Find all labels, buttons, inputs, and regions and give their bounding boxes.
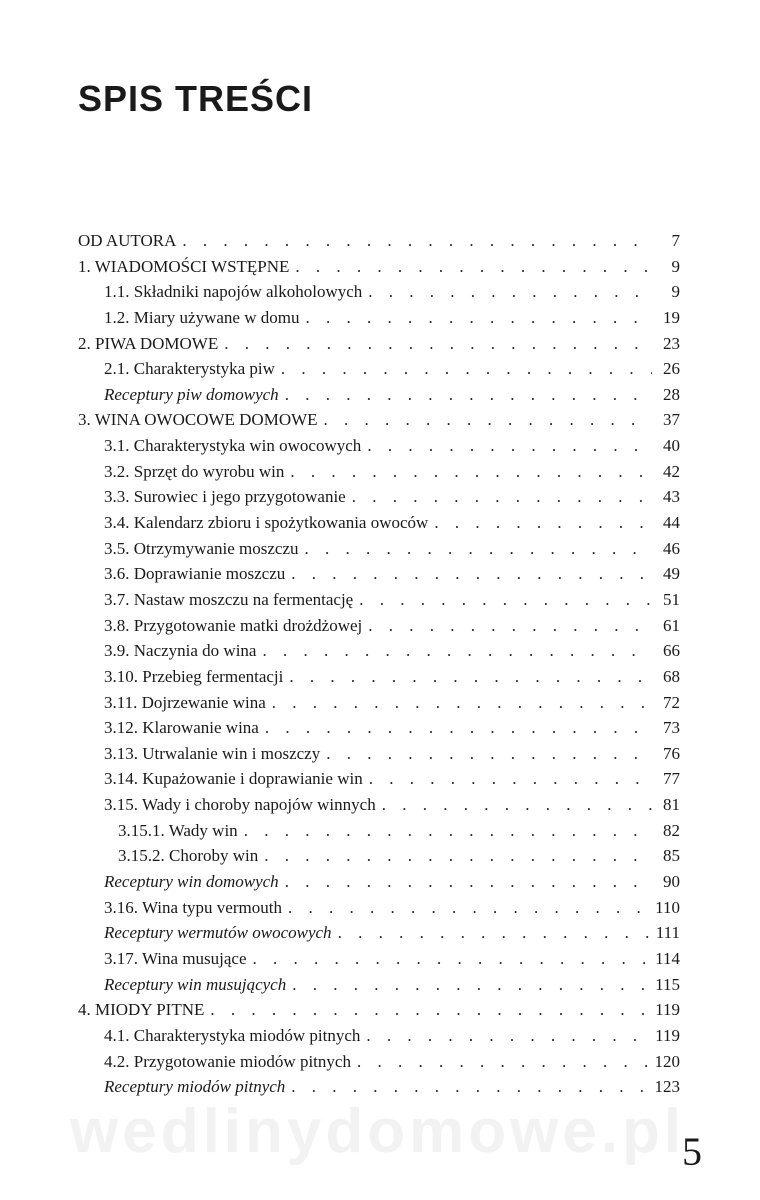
toc-entry-page: 42 <box>663 461 680 481</box>
toc-entry-title: 4.2. Przygotowanie miodów pitnych <box>104 1051 351 1071</box>
toc-entry <box>78 382 680 408</box>
toc-entry-title: 3.3. Surowiec i jego przygotowanie <box>104 487 346 507</box>
toc-dot-leader <box>224 331 652 357</box>
toc-dot-leader <box>292 972 649 998</box>
toc-entry-page: 66 <box>663 641 680 661</box>
toc-dot-leader <box>338 920 650 946</box>
toc-entry <box>78 715 680 741</box>
toc-dot-leader <box>366 1023 649 1049</box>
toc-dot-leader <box>290 459 652 485</box>
toc-entry-page: 9 <box>671 282 680 302</box>
toc-entry-title: 3.15.1. Wady win <box>118 820 238 840</box>
toc-dot-leader <box>285 869 652 895</box>
toc-entry <box>78 690 680 716</box>
toc-entry-page: 23 <box>663 333 680 353</box>
toc-entry-page: 44 <box>663 513 680 533</box>
table-of-contents <box>78 228 680 1100</box>
toc-dot-leader <box>264 843 652 869</box>
toc-entry-page: 73 <box>663 718 680 738</box>
toc-entry <box>78 895 680 921</box>
toc-entry-title: 3.6. Doprawianie moszczu <box>104 564 286 584</box>
page-number: 5 <box>682 1129 702 1174</box>
toc-dot-leader <box>285 382 652 408</box>
toc-entry-page: 77 <box>663 769 680 789</box>
toc-entry-page: 40 <box>663 436 680 456</box>
toc-entry <box>78 1049 680 1075</box>
toc-entry <box>78 664 680 690</box>
toc-entry <box>78 1023 680 1049</box>
toc-dot-leader <box>288 895 649 921</box>
toc-entry <box>78 305 680 331</box>
toc-entry-title: 2. PIWA DOMOWE <box>78 333 219 353</box>
toc-entry-title: 3.15. Wady i choroby napojów winnych <box>104 795 376 815</box>
toc-dot-leader <box>382 792 652 818</box>
toc-dot-leader <box>367 433 652 459</box>
toc-entry-page: 119 <box>655 1025 680 1045</box>
toc-dot-leader <box>253 946 650 972</box>
toc-entry-page: 51 <box>663 589 680 609</box>
toc-entry-page: 81 <box>663 795 680 815</box>
toc-dot-leader <box>357 1049 649 1075</box>
toc-entry-title: 3.12. Klarowanie wina <box>104 718 259 738</box>
toc-entry <box>78 843 680 869</box>
toc-entry <box>78 561 680 587</box>
toc-entry <box>78 407 680 433</box>
toc-entry-title: 1.2. Miary używane w domu <box>104 307 300 327</box>
toc-dot-leader <box>434 510 652 536</box>
toc-entry <box>78 613 680 639</box>
toc-entry-title: 3.7. Nastaw moszczu na fermentację <box>104 589 354 609</box>
toc-dot-leader <box>326 741 652 767</box>
toc-entry-page: 46 <box>663 538 680 558</box>
toc-entry-page: 7 <box>671 231 680 250</box>
toc-entry-title: Receptury win musujących <box>104 974 287 994</box>
toc-entry <box>78 920 680 946</box>
toc-entry-title: 3.8. Przygotowanie matki drożdżowej <box>104 615 363 635</box>
toc-entry <box>78 254 680 280</box>
toc-entry-page: 19 <box>663 307 680 327</box>
toc-entry-page: 120 <box>654 1051 680 1071</box>
toc-entry-page: 9 <box>671 256 680 276</box>
toc-entry-title: 3. WINA OWOCOWE DOMOWE <box>78 410 318 430</box>
toc-entry <box>78 536 680 562</box>
toc-dot-leader <box>210 997 649 1023</box>
toc-entry-title: 4. MIODY PITNE <box>78 1000 205 1020</box>
toc-dot-leader <box>272 690 652 716</box>
watermark-text: wedlinydomowe.pl <box>70 1097 686 1166</box>
toc-dot-leader <box>244 818 652 844</box>
toc-entry-title: Receptury wermutów owocowych <box>104 923 332 943</box>
toc-entry-title: 4.1. Charakterystyka miodów pitnych <box>104 1025 361 1045</box>
toc-entry <box>78 279 680 305</box>
toc-entry <box>78 638 680 664</box>
toc-entry-title: 3.17. Wina musujące <box>104 948 247 968</box>
toc-entry-title: 3.16. Wina typu vermouth <box>104 897 282 917</box>
toc-dot-leader <box>305 305 652 331</box>
toc-entry-title: 2.1. Charakterystyka piw <box>104 359 275 379</box>
page-title: SPIS TREŚCI <box>78 78 314 119</box>
toc-dot-leader <box>368 613 652 639</box>
toc-dot-leader <box>368 279 652 305</box>
toc-entry-page: 119 <box>655 1000 680 1020</box>
toc-entry-title: 3.10. Przebieg fermentacji <box>104 666 284 686</box>
toc-entry <box>78 484 680 510</box>
toc-entry-page: 72 <box>663 692 680 712</box>
toc-dot-leader <box>369 766 652 792</box>
toc-dot-leader <box>182 228 652 254</box>
toc-entry-page: 68 <box>663 666 680 686</box>
toc-entry-page: 123 <box>654 1077 680 1097</box>
toc-entry-page: 111 <box>655 923 680 943</box>
toc-entry <box>78 331 680 357</box>
toc-dot-leader <box>291 561 652 587</box>
toc-entry-page: 61 <box>663 615 680 635</box>
toc-dot-leader <box>295 254 652 280</box>
toc-entry-title: 3.1. Charakterystyka win owocowych <box>104 436 362 456</box>
toc-entry-page: 114 <box>655 948 680 968</box>
toc-dot-leader <box>305 536 653 562</box>
toc-entry-page: 26 <box>663 359 680 379</box>
toc-entry <box>78 997 680 1023</box>
toc-dot-leader <box>359 587 652 613</box>
toc-entry <box>78 741 680 767</box>
toc-dot-leader <box>324 407 652 433</box>
toc-entry-page: 115 <box>655 974 680 994</box>
toc-entry-title: 3.2. Sprzęt do wyrobu win <box>104 461 285 481</box>
toc-entry <box>78 356 680 382</box>
toc-entry-title: 3.13. Utrwalanie win i moszczy <box>104 743 321 763</box>
toc-entry-page: 82 <box>663 820 680 840</box>
toc-entry <box>78 433 680 459</box>
toc-dot-leader <box>281 356 652 382</box>
toc-dot-leader <box>289 664 652 690</box>
toc-entry-page: 28 <box>663 384 680 404</box>
toc-dot-leader <box>352 484 652 510</box>
toc-entry-title: Receptury miodów pitnych <box>104 1077 286 1097</box>
toc-entry <box>78 946 680 972</box>
toc-entry-page: 43 <box>663 487 680 507</box>
toc-entry-page: 76 <box>663 743 680 763</box>
toc-entry <box>78 587 680 613</box>
toc-entry-title: 1.1. Składniki napojów alkoholowych <box>104 282 363 302</box>
toc-entry <box>78 818 680 844</box>
toc-entry-page: 85 <box>663 846 680 866</box>
toc-dot-leader <box>262 638 652 664</box>
toc-entry-title: 3.14. Kupażowanie i doprawianie win <box>104 769 363 789</box>
toc-entry-title: 3.9. Naczynia do wina <box>104 641 257 661</box>
toc-dot-leader <box>265 715 652 741</box>
toc-entry <box>78 972 680 998</box>
toc-entry-title: 3.11. Dojrzewanie wina <box>104 692 266 712</box>
toc-entry-title: Receptury piw domowych <box>104 384 279 404</box>
toc-entry-page: 90 <box>663 872 680 892</box>
toc-entry-title: 3.4. Kalendarz zbioru i spożytkowania owoców <box>104 513 429 533</box>
toc-entry-title: 3.5. Otrzymywanie moszczu <box>104 538 299 558</box>
toc-entry-page: 49 <box>663 564 680 584</box>
toc-entry <box>78 459 680 485</box>
toc-entry <box>78 766 680 792</box>
toc-entry <box>78 869 680 895</box>
toc-entry <box>78 228 680 254</box>
toc-entry <box>78 792 680 818</box>
toc-entry-title: 1. WIADOMOŚCI WSTĘPNE <box>78 256 290 276</box>
toc-entry-title: 3.15.2. Choroby win <box>118 846 259 866</box>
toc-entry-page: 37 <box>663 410 680 430</box>
toc-entry-title: Receptury win domowych <box>104 872 279 892</box>
toc-entry-page: 110 <box>655 897 680 917</box>
toc-entry <box>78 510 680 536</box>
toc-entry-title: OD AUTORA <box>78 231 177 250</box>
